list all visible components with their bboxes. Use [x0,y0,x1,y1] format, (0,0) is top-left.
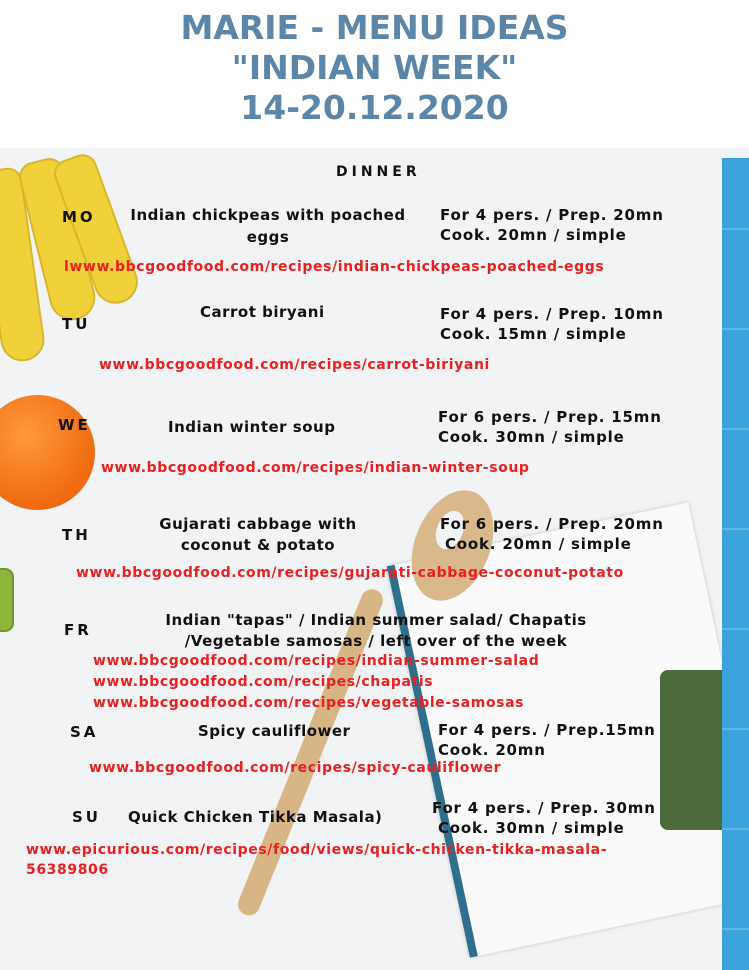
recipe-link-friday-salad[interactable]: www.bbcgoodfood.com/recipes/indian-summer-salad [93,653,540,669]
food-photo-image [660,670,730,830]
info-line: Cook. 15mn / simple [440,325,627,343]
recipe-link-sunday-id[interactable]: 56389806 [26,862,109,878]
day-label-sunday: SU [72,808,101,826]
dish-monday [118,204,418,248]
side-stripe [722,158,749,970]
info-wednesday [438,407,662,447]
recipe-link-friday-samosas[interactable]: www.bbcgoodfood.com/recipes/vegetable-samosas [93,695,525,711]
recipe-link-sunday-block [26,840,607,880]
info-line: For 4 pers. / Prep. 10mn [440,305,664,323]
info-sunday [432,798,656,838]
dish-line: /Vegetable samosas / left over of the week [184,632,568,650]
recipe-link-friday-chapatis[interactable]: www.bbcgoodfood.com/recipes/chapatis [93,674,434,690]
dish-wednesday: Indian winter soup [168,418,336,436]
dish-line: Indian chickpeas with poached [130,206,406,224]
info-tuesday [440,304,664,344]
recipe-link-wednesday[interactable]: www.bbcgoodfood.com/recipes/indian-winter-soup [101,460,530,476]
title-line-1: MARIE - MENU IDEAS [180,8,569,47]
page-title [0,8,749,128]
recipe-link-tuesday[interactable]: www.bbcgoodfood.com/recipes/carrot-biriyani [99,357,490,373]
info-line: Cook. 30mn / simple [438,819,625,837]
day-label-tuesday: TU [62,315,91,333]
dish-saturday: Spicy cauliflower [198,722,351,740]
info-line: For 6 pers. / Prep. 15mn [438,408,662,426]
day-label-saturday: SA [70,723,99,741]
info-thursday [440,514,664,554]
dish-tuesday: Carrot biryani [200,303,325,321]
dish-thursday [140,514,376,556]
dinner-header: DINNER [336,164,421,180]
recipe-link-sunday[interactable]: www.epicurious.com/recipes/food/views/quick-chicken-tikka-masala- [26,842,608,858]
day-label-monday: MO [62,208,96,226]
recipe-link-monday[interactable]: lwww.bbcgoodfood.com/recipes/indian-chickpeas-poached-eggs [64,259,605,275]
info-monday [440,205,664,245]
banana-image [0,568,14,632]
recipe-links-friday [93,651,539,714]
info-saturday [438,720,656,760]
info-line: Cook. 20mn [438,741,546,759]
dish-line: eggs [246,228,290,246]
title-line-3: 14-20.12.2020 [240,88,509,127]
info-line: Cook. 30mn / simple [438,428,625,446]
day-label-friday: FR [64,621,92,639]
info-line: For 4 pers. / Prep. 20mn [440,206,664,224]
dish-line: Gujarati cabbage with [159,515,357,533]
recipe-link-saturday[interactable]: www.bbcgoodfood.com/recipes/spicy-cauliflower [89,760,502,776]
day-label-wednesday: WE [58,416,91,434]
title-line-2: "INDIAN WEEK" [231,48,518,87]
info-line: For 4 pers. / Prep. 30mn [432,799,656,817]
info-line: Cook. 20mn / simple [440,226,627,244]
recipe-link-thursday[interactable]: www.bbcgoodfood.com/recipes/gujarati-cabbage-coconut-potato [76,565,624,581]
info-line: Cook. 20mn / simple [445,535,632,553]
dish-line: Indian "tapas" / Indian summer salad/ Chapatis [165,611,587,629]
info-line: For 4 pers. / Prep.15mn [438,721,656,739]
info-line: For 6 pers. / Prep. 20mn [440,515,664,533]
dish-line: coconut & potato [180,536,336,554]
day-label-thursday: TH [62,526,91,544]
dish-friday [150,610,602,652]
dish-sunday: Quick Chicken Tikka Masala) [128,808,383,826]
